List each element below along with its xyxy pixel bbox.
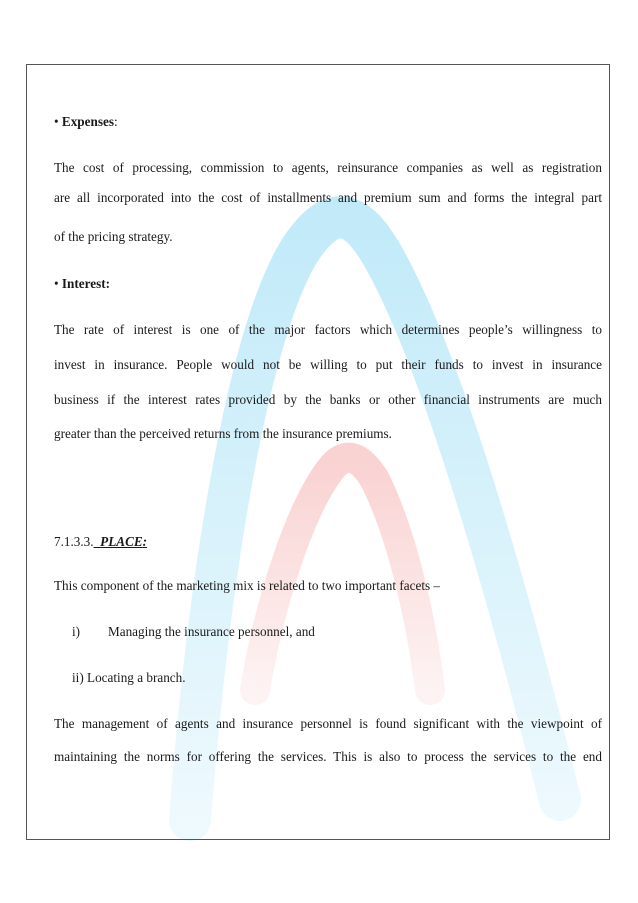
place-paragraph-line-2: maintaining the norms for offering the services. This is also to process the services to the end: [54, 749, 602, 764]
list-marker: i): [72, 624, 81, 639]
interest-title: Interest:: [61, 276, 111, 291]
interest-paragraph-line-3: business if the interest rates provided by the banks or other financial instruments are much: [54, 392, 602, 407]
list-text: Managing the insurance personnel, and: [108, 624, 315, 639]
expenses-paragraph-line-3: of the pricing strategy.: [54, 229, 173, 244]
expenses-heading: [54, 114, 602, 130]
expenses-paragraph-line-1: The cost of processing, commission to agents, reinsurance companies as well as registration: [54, 160, 602, 175]
expenses-title: Expenses: [61, 114, 114, 129]
expenses-colon: :: [113, 114, 118, 129]
interest-paragraph-line-4: greater than the perceived returns from the insurance premiums.: [54, 426, 392, 441]
bullet: •: [54, 276, 59, 291]
list-item: [72, 670, 186, 686]
expenses-paragraph-line-2: are all incorporated into the cost of installments and premium sum and forms the integral part: [54, 190, 602, 205]
place-paragraph-line-1: The management of agents and insurance personnel is found significant with the viewpoint of: [54, 716, 602, 731]
place-title: PLACE:: [100, 534, 148, 549]
bullet: •: [54, 114, 59, 129]
place-intro: This component of the marketing mix is related to two important facets –: [54, 578, 441, 593]
interest-paragraph-line-2: invest in insurance. People would not be willing to put their funds to invest in insurance: [54, 357, 602, 372]
place-heading: [54, 534, 602, 550]
section-number: 7.1.3.3.: [54, 534, 94, 549]
list-marker: ii): [72, 670, 84, 685]
interest-heading: [54, 276, 602, 292]
list-text: Locating a branch.: [87, 670, 186, 685]
interest-paragraph-line-1: The rate of interest is one of the major factors which determines people’s willingness to: [54, 322, 602, 337]
list-item: [72, 624, 315, 640]
